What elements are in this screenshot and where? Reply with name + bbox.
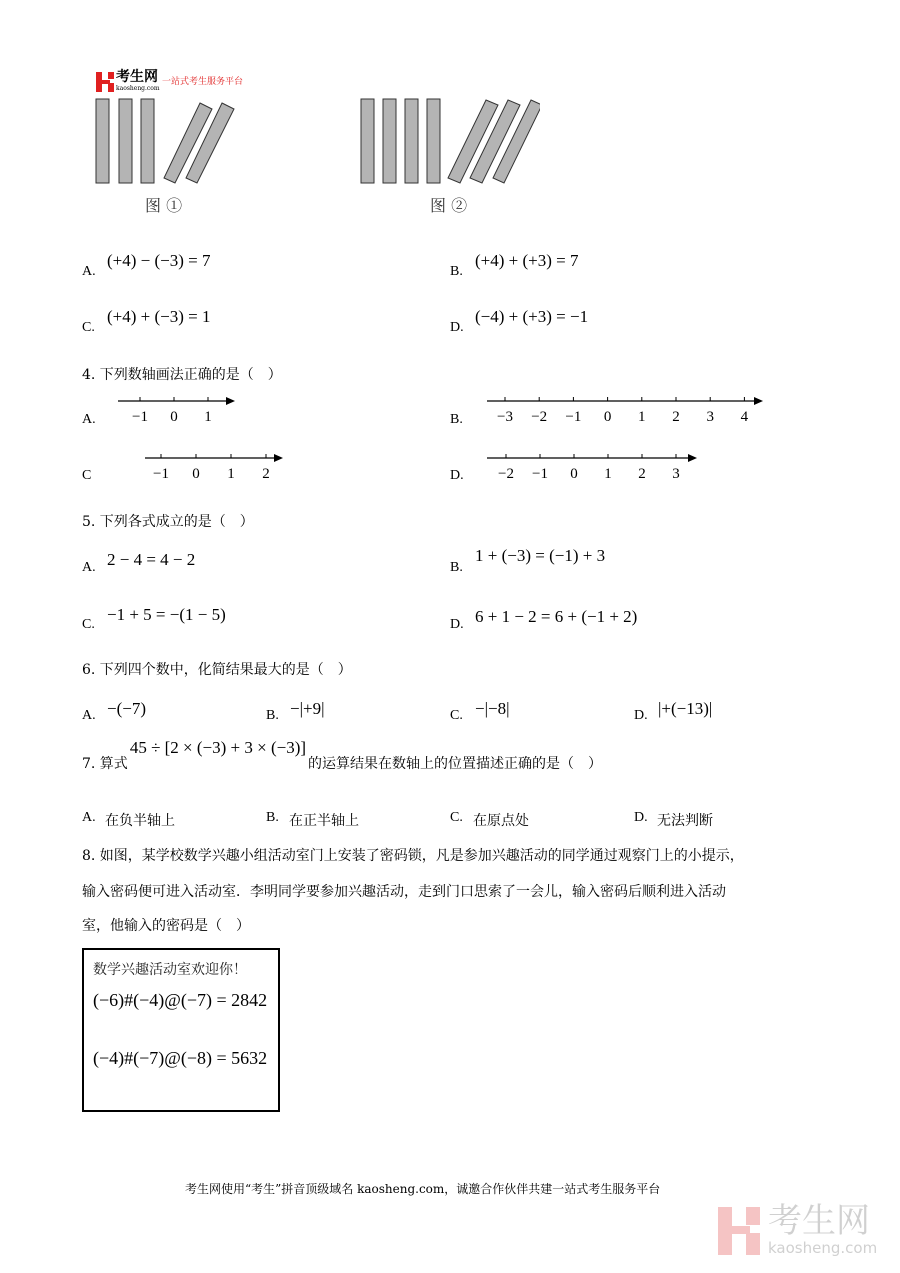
q6-option-d-label: D.	[634, 708, 648, 723]
box-title: 数学兴趣活动室欢迎你！	[93, 962, 247, 978]
q6-option-d-expr: |+(−13)|	[658, 699, 713, 718]
tick-label: −1	[565, 409, 582, 425]
logo-text: 考生网	[116, 69, 158, 85]
logo-domain: kaosheng.com	[116, 85, 160, 92]
tick-label: 2	[262, 466, 270, 482]
q8-stem-line3: 室，他输入的密码是（ ）	[82, 918, 250, 934]
watermark-domain: kaosheng.com	[768, 1239, 878, 1257]
q3-option-d-expr: (−4) + (+3) = −1	[475, 307, 589, 326]
q7-option-c-label: C.	[450, 810, 463, 825]
q6-option-b-label: B.	[266, 708, 279, 723]
q3-option-d-label: D.	[450, 320, 464, 335]
q3-option-b-expr: (+4) + (+3) = 7	[475, 251, 579, 270]
q6-option-c-label: C.	[450, 708, 463, 723]
q5-option-b-expr: 1 + (−3) = (−1) + 3	[475, 546, 606, 565]
tick-label: 2	[638, 466, 646, 482]
figure-2-caption: 图 ②	[430, 196, 468, 215]
q7-option-b-label: B.	[266, 810, 279, 825]
q5-option-b-label: B.	[450, 560, 463, 575]
q6-option-a-label: A.	[82, 708, 96, 723]
q3-option-a-label: A.	[82, 264, 96, 279]
q6-option-c-expr: −|−8|	[475, 699, 510, 718]
figure-1-caption: 图 ①	[145, 196, 183, 215]
tick-label: −2	[531, 409, 548, 425]
slogan: 一站式考生服务平台	[162, 77, 244, 87]
tick-label: 3	[706, 409, 714, 425]
box-equation-1: (−6)#(−4)@(−7) = 2842	[93, 990, 268, 1010]
tick-label: 4	[740, 409, 749, 425]
watermark-text: 考生网	[768, 1201, 870, 1241]
q8-stem-line2: 输入密码便可进入活动室．李明同学要参加兴趣活动，走到门口思索了一会儿，输入密码后顺利进入活动	[82, 884, 726, 900]
q6-option-a-expr: −(−7)	[107, 699, 146, 718]
tick-label: −2	[498, 466, 514, 482]
q4-option-b-label: B.	[450, 412, 463, 427]
q7-option-d-text: 无法判断	[657, 813, 713, 829]
q3-option-c-label: C.	[82, 320, 95, 335]
q4-stem: 4. 下列数轴画法正确的是（ ）	[82, 367, 282, 383]
tick-label: −3	[497, 409, 513, 425]
tick-label: 3	[672, 466, 680, 482]
box-equation-2: (−4)#(−7)@(−8) = 5632	[93, 1048, 268, 1068]
q3-option-b-label: B.	[450, 264, 463, 279]
q7-suffix: 的运算结果在数轴上的位置描述正确的是（ ）	[308, 755, 603, 772]
q5-option-a-expr: 2 − 4 = 4 − 2	[107, 550, 196, 569]
q7-option-d-label: D.	[634, 810, 648, 825]
q6-option-b-expr: −|+9|	[290, 699, 325, 718]
number-line-d	[0, 0, 900, 500]
tick-label: 1	[604, 466, 612, 482]
tick-label: 0	[570, 466, 578, 482]
tick-label: −1	[153, 466, 169, 482]
q3-option-a-expr: (+4) − (−3) = 7	[107, 251, 211, 270]
q7-option-b-text: 在正半轴上	[289, 813, 359, 829]
q4-option-c-label: C	[82, 468, 92, 483]
q5-option-d-expr: 6 + 1 − 2 = 6 + (−1 + 2)	[475, 607, 638, 626]
q3-option-c-expr: (+4) + (−3) = 1	[107, 307, 211, 326]
q5-option-d-label: D.	[450, 617, 464, 632]
tick-label: 1	[227, 466, 235, 482]
tick-label: 0	[192, 466, 200, 482]
tick-label: 2	[672, 409, 680, 425]
tick-label: −1	[132, 409, 148, 425]
tick-label: 0	[170, 409, 178, 425]
q7-option-c-text: 在原点处	[473, 813, 529, 829]
q5-option-c-label: C.	[82, 617, 95, 632]
q8-stem-line1: 8. 如图，某学校数学兴趣小组活动室门上安装了密码锁，凡是参加兴趣活动的同学通过观察门上的小提示，	[82, 848, 744, 864]
password-hint-box	[82, 948, 280, 1112]
tick-label: −1	[532, 466, 548, 482]
footer-text: 考生网使用“考生”拼音顶级域名 kaosheng.com，诚邀合作伙伴共建一站式考生服务平台	[185, 1182, 661, 1196]
q7-stem	[82, 738, 603, 772]
q6-stem: 6. 下列四个数中，化简结果最大的是（ ）	[82, 662, 352, 678]
q4-option-a-label: A.	[82, 412, 96, 427]
watermark-logo	[718, 1201, 878, 1259]
q4-option-d-label: D.	[450, 468, 464, 483]
q5-option-a-label: A.	[82, 560, 96, 575]
q7-option-a-label: A.	[82, 810, 96, 825]
q7-expr: 45 ÷ [2 × (−3) + 3 × (−3)]	[129, 738, 307, 757]
watermark-icon	[718, 1207, 762, 1255]
tick-label: 0	[603, 409, 612, 425]
axis-arrow	[688, 454, 697, 462]
q7-option-a-text: 在负半轴上	[105, 813, 175, 829]
tick-label: 1	[204, 409, 212, 425]
q7-prefix: 7. 算式	[82, 755, 128, 772]
q5-option-c-expr: −1 + 5 = −(1 − 5)	[107, 605, 226, 624]
tick-label: 1	[638, 409, 646, 425]
q5-stem: 5. 下列各式成立的是（ ）	[82, 514, 254, 530]
